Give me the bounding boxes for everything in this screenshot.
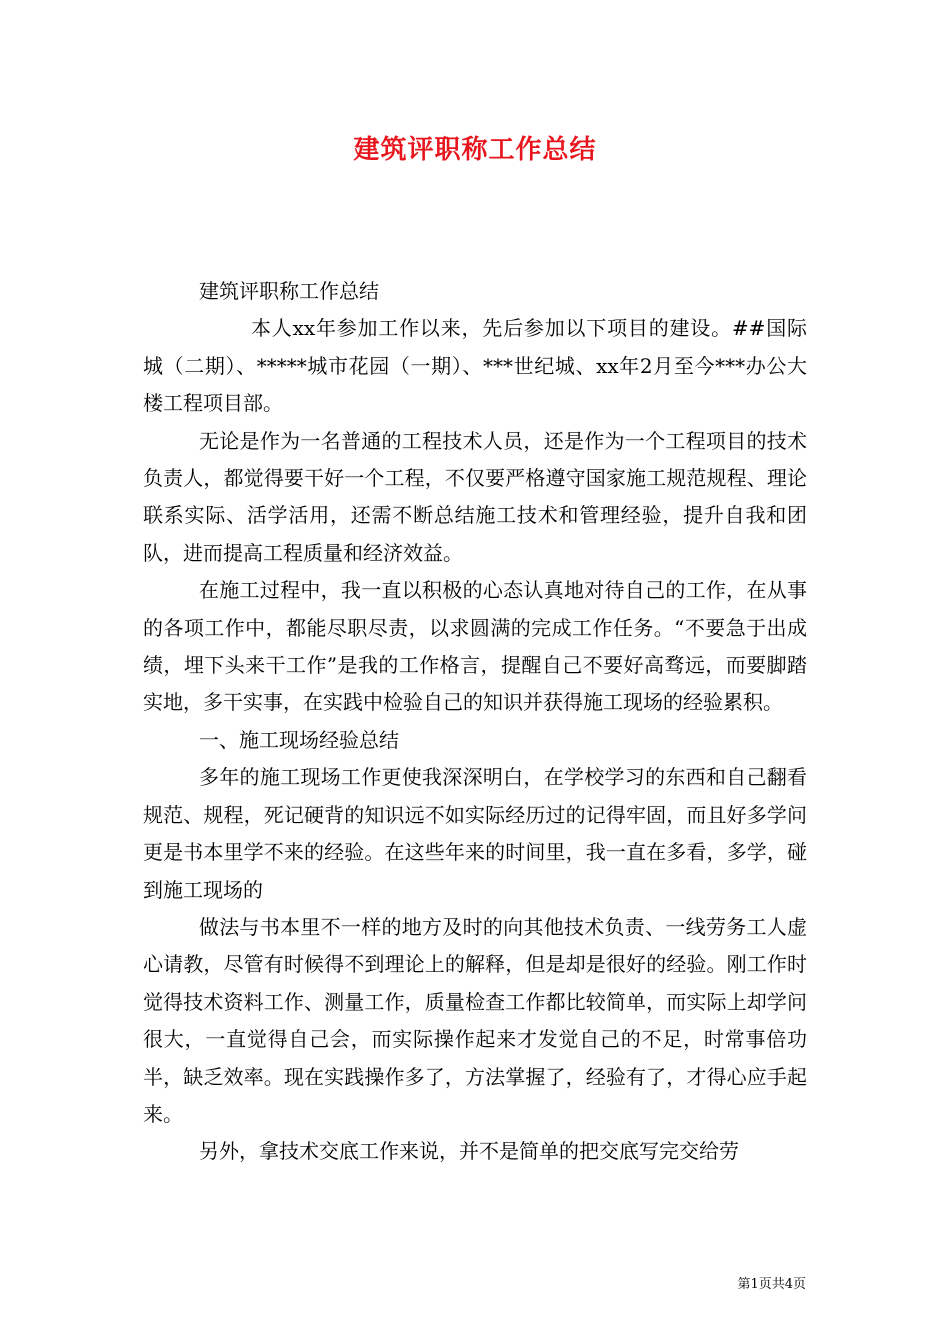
paragraph: 另外，拿技术交底工作来说，并不是简单的把交底写完交给劳 <box>199 1139 739 1164</box>
paragraph: 多年的施工现场工作更使我深深明白，在学校学习的东西和自己翻看规范、规程，死记硬背的知识远不如实际经历过的记得牢固，而且好多学问更是书本里学不来的经验。在这些年来的时间里，我一直在多看，多学，碰到施工现场的 <box>143 765 807 902</box>
paragraph: 建筑评职称工作总结 <box>199 279 379 303</box>
paragraph: 做法与书本里不一样的地方及时的向其他技术负责、一线劳务工人虚心请教，尽管有时候得不到理论上的解释，但是却是很好的经验。刚工作时觉得技术资料工作、测量工作，质量检查工作都比较简单，而实际上却学问很大，一直觉得自己会，而实际操作起来才发觉自己的不足，时常事倍功半，缺乏效率。现在实践操作多了，方法掌握了，经验有了，才得心应手起来。 <box>143 914 807 1126</box>
document-title: 建筑评职称工作总结 <box>353 135 597 165</box>
document-body <box>143 273 807 1171</box>
page-number-footer: 第1页共4页 <box>737 1277 806 1292</box>
section-heading: 一、施工现场经验总结 <box>199 727 399 752</box>
paragraph: 无论是作为一名普通的工程技术人员，还是作为一个工程项目的技术负责人，都觉得要干好一个工程，不仅要严格遵守国家施工规范规程、理论联系实际、活学活用，还需不断总结施工技术和管理经验，提升自我和团队，进而提高工程质量和经济效益。 <box>143 428 807 565</box>
paragraph: 在施工过程中，我一直以积极的心态认真地对待自己的工作，在从事的各项工作中，都能尽职尽责，以求圆满的完成工作任务。“不要急于出成绩，埋下头来干工作”是我的工作格言，提醒自己不要好高骛远，而要脚踏实地，多干实事，在实践中检验自己的知识并获得施工现场的经验累积。 <box>143 578 807 715</box>
paragraph: 本人xx年参加工作以来，先后参加以下项目的建设。##国际城（二期）、*****城市花园（一期）、***世纪城、xx年2月至今***办公大楼工程项目部。 <box>143 316 807 416</box>
